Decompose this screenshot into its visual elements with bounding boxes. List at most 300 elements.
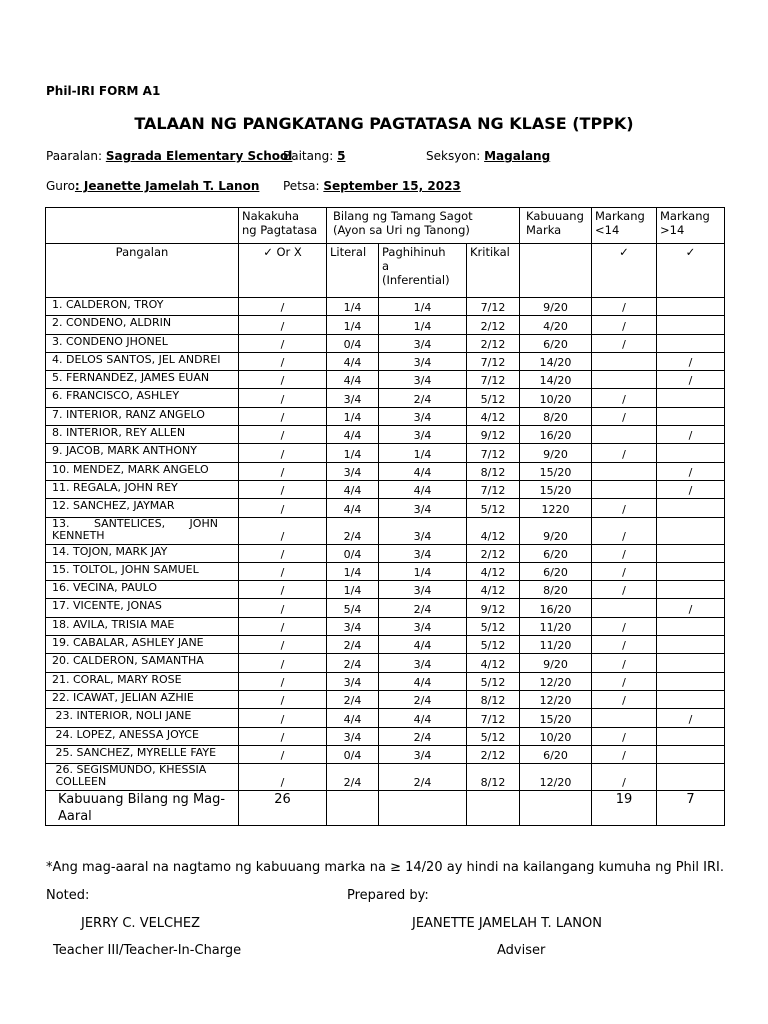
table-row	[46, 480, 725, 498]
cell-gt14	[657, 745, 725, 763]
cell-taken: /	[239, 562, 327, 580]
header-lt14-l1: Markang	[595, 209, 645, 223]
header-name: Pangalan	[46, 244, 239, 298]
cell-literal: 1/4	[327, 444, 379, 462]
cell-taken: /	[239, 298, 327, 316]
tppk-table	[45, 207, 725, 826]
header-gt14	[657, 208, 725, 244]
cell-inferential: 4/4	[379, 480, 467, 498]
cell-gt14	[657, 499, 725, 517]
cell-gt14: /	[657, 352, 725, 370]
cell-taken: /	[239, 407, 327, 425]
form-id: Phil-IRI FORM A1	[46, 84, 161, 98]
student-name: 6. FRANCISCO, ASHLEY	[46, 389, 239, 407]
cell-inferential: 4/4	[379, 462, 467, 480]
header-inferential-l1: Paghihinuh	[382, 245, 446, 259]
cell-inferential: 4/4	[379, 709, 467, 727]
cell-taken: /	[239, 654, 327, 672]
cell-total: 6/20	[520, 745, 592, 763]
cell-total: 12/20	[520, 690, 592, 708]
cell-inferential: 3/4	[379, 617, 467, 635]
cell-lt14: /	[592, 407, 657, 425]
cell-inferential: 3/4	[379, 352, 467, 370]
cell-taken: /	[239, 672, 327, 690]
student-name: 3. CONDENO JHONEL	[46, 334, 239, 352]
cell-total: 10/20	[520, 727, 592, 745]
cell-inferential: 3/4	[379, 334, 467, 352]
header-taken-l1: Nakakuha	[242, 209, 300, 223]
cell-gt14	[657, 389, 725, 407]
student-name: 14. TOJON, MARK JAY	[46, 544, 239, 562]
teacher-field	[46, 179, 259, 193]
header-gt14-mark: ✓	[657, 244, 725, 298]
cell-total: 11/20	[520, 636, 592, 654]
cell-gt14	[657, 562, 725, 580]
cell-lt14: /	[592, 544, 657, 562]
student-name	[46, 764, 239, 791]
header-critical: Kritikal	[467, 244, 520, 298]
cell-critical: 8/12	[467, 690, 520, 708]
cell-taken: /	[239, 581, 327, 599]
student-name: 11. REGALA, JOHN REY	[46, 480, 239, 498]
cell-critical: 4/12	[467, 562, 520, 580]
cell-total: 9/20	[520, 517, 592, 544]
date-label: Petsa:	[283, 179, 324, 193]
cell-total: 9/20	[520, 298, 592, 316]
cell-lt14: /	[592, 316, 657, 334]
cell-taken: /	[239, 352, 327, 370]
noted-name: JERRY C. VELCHEZ	[81, 916, 201, 931]
cell-literal: 4/4	[327, 426, 379, 444]
page-title: TALAAN NG PANGKATANG PAGTATASA NG KLASE (TPPK)	[134, 114, 634, 133]
cell-lt14: /	[592, 727, 657, 745]
totals-label-l1: Kabuuang Bilang ng Mag-	[58, 792, 226, 808]
school-value: Sagrada Elementary School	[105, 149, 293, 163]
cell-critical: 5/12	[467, 499, 520, 517]
cell-gt14	[657, 407, 725, 425]
cell-critical: 5/12	[467, 389, 520, 407]
cell-taken: /	[239, 599, 327, 617]
cell-gt14: /	[657, 709, 725, 727]
cell-critical: 7/12	[467, 371, 520, 389]
cell-taken: /	[239, 709, 327, 727]
totals-row	[46, 791, 725, 826]
cell-inferential: 2/4	[379, 599, 467, 617]
header-lt14	[592, 208, 657, 244]
header-total	[520, 208, 592, 244]
student-name: 8. INTERIOR, REY ALLEN	[46, 426, 239, 444]
header-taken-l2: ng Pagtatasa	[242, 223, 318, 237]
header-blank	[46, 208, 239, 244]
cell-gt14	[657, 444, 725, 462]
cell-taken: /	[239, 316, 327, 334]
header-inferential-l2: a	[382, 259, 390, 273]
date-value: September 15, 2023	[323, 179, 461, 193]
student-name-line: COLLEEN	[52, 775, 107, 789]
cell-gt14	[657, 298, 725, 316]
totals-label-l2: Aaral	[58, 809, 92, 825]
table-row	[46, 334, 725, 352]
table-row	[46, 672, 725, 690]
cell-gt14	[657, 690, 725, 708]
student-name: 23. INTERIOR, NOLI JANE	[46, 709, 239, 727]
cell-lt14	[592, 480, 657, 498]
header-lt14-l2: <14	[595, 223, 620, 237]
cell-literal: 1/4	[327, 562, 379, 580]
cell-gt14	[657, 636, 725, 654]
cell-inferential: 3/4	[379, 371, 467, 389]
table-row	[46, 462, 725, 480]
cell-critical: 8/12	[467, 764, 520, 791]
header-row-1	[46, 208, 725, 244]
student-name-line: 13. SANTELICES, JOHN	[52, 517, 218, 530]
cell-lt14: /	[592, 389, 657, 407]
student-name: 2. CONDENO, ALDRIN	[46, 316, 239, 334]
cell-literal: 2/4	[327, 636, 379, 654]
totals-lt14: 19	[592, 791, 657, 826]
cell-literal: 3/4	[327, 672, 379, 690]
table-row	[46, 581, 725, 599]
cell-literal: 4/4	[327, 480, 379, 498]
grade-field	[283, 149, 345, 163]
table-row	[46, 727, 725, 745]
totals-blank	[467, 791, 520, 826]
table-row	[46, 517, 725, 544]
cell-taken: /	[239, 426, 327, 444]
cell-taken: /	[239, 371, 327, 389]
cell-total: 15/20	[520, 709, 592, 727]
cell-critical: 5/12	[467, 617, 520, 635]
section-label: Seksyon:	[426, 149, 485, 163]
cell-total: 6/20	[520, 334, 592, 352]
cell-gt14: /	[657, 426, 725, 444]
cell-gt14	[657, 654, 725, 672]
table-row	[46, 499, 725, 517]
cell-total: 6/20	[520, 562, 592, 580]
cell-lt14: /	[592, 745, 657, 763]
cell-critical: 2/12	[467, 334, 520, 352]
student-name: 9. JACOB, MARK ANTHONY	[46, 444, 239, 462]
cell-lt14: /	[592, 654, 657, 672]
cell-gt14	[657, 334, 725, 352]
cell-taken: /	[239, 636, 327, 654]
cell-inferential: 2/4	[379, 727, 467, 745]
table-row	[46, 316, 725, 334]
cell-literal: 1/4	[327, 407, 379, 425]
cell-literal: 2/4	[327, 690, 379, 708]
cell-literal: 1/4	[327, 298, 379, 316]
cell-literal: 4/4	[327, 709, 379, 727]
header-correct-l2: (Ayon sa Uri ng Tanong)	[333, 223, 470, 237]
cell-literal: 1/4	[327, 316, 379, 334]
cell-gt14	[657, 727, 725, 745]
cell-inferential: 4/4	[379, 672, 467, 690]
prepared-label: Prepared by:	[347, 888, 429, 903]
cell-total: 10/20	[520, 389, 592, 407]
header-taken	[239, 208, 327, 244]
cell-taken: /	[239, 544, 327, 562]
grade-label: Baitang:	[283, 149, 338, 163]
cell-critical: 7/12	[467, 298, 520, 316]
cell-literal: 0/4	[327, 334, 379, 352]
student-name: 16. VECINA, PAULO	[46, 581, 239, 599]
cell-total: 14/20	[520, 371, 592, 389]
header-inferential	[379, 244, 467, 298]
grade-value: 5	[337, 149, 346, 163]
cell-critical: 7/12	[467, 709, 520, 727]
cell-total: 16/20	[520, 426, 592, 444]
cell-literal: 4/4	[327, 499, 379, 517]
student-name: 10. MENDEZ, MARK ANGELO	[46, 462, 239, 480]
table-row	[46, 352, 725, 370]
student-name: 22. ICAWAT, JELIAN AZHIE	[46, 690, 239, 708]
cell-critical: 2/12	[467, 745, 520, 763]
header-inferential-l3: (Inferential)	[382, 273, 450, 287]
student-name: 19. CABALAR, ASHLEY JANE	[46, 636, 239, 654]
cell-total: 15/20	[520, 480, 592, 498]
cell-taken: /	[239, 690, 327, 708]
cell-inferential: 4/4	[379, 636, 467, 654]
cell-total: 14/20	[520, 352, 592, 370]
student-name: 24. LOPEZ, ANESSA JOYCE	[46, 727, 239, 745]
totals-taken: 26	[239, 791, 327, 826]
noted-title: Teacher III/Teacher-In-Charge	[53, 943, 242, 958]
cell-critical: 7/12	[467, 352, 520, 370]
cell-literal: 4/4	[327, 371, 379, 389]
cell-lt14: /	[592, 562, 657, 580]
footnote: *Ang mag-aaral na nagtamo ng kabuuang marka na ≥ 14/20 ay hindi na kailangang kumuha ng Phil IRI.	[46, 860, 724, 875]
student-name: 12. SANCHEZ, JAYMAR	[46, 499, 239, 517]
cell-literal: 2/4	[327, 517, 379, 544]
table-row	[46, 389, 725, 407]
cell-taken: /	[239, 480, 327, 498]
cell-critical: 4/12	[467, 581, 520, 599]
cell-total: 1220	[520, 499, 592, 517]
cell-total: 12/20	[520, 672, 592, 690]
cell-total: 9/20	[520, 654, 592, 672]
cell-taken: /	[239, 462, 327, 480]
cell-inferential: 3/4	[379, 407, 467, 425]
totals-gt14: 7	[657, 791, 725, 826]
cell-total: 11/20	[520, 617, 592, 635]
header-gt14-l2: >14	[660, 223, 685, 237]
student-name: 17. VICENTE, JONAS	[46, 599, 239, 617]
cell-lt14: /	[592, 444, 657, 462]
cell-critical: 5/12	[467, 727, 520, 745]
student-name: 4. DELOS SANTOS, JEL ANDREI	[46, 352, 239, 370]
cell-gt14: /	[657, 599, 725, 617]
cell-literal: 0/4	[327, 745, 379, 763]
cell-literal: 3/4	[327, 617, 379, 635]
cell-inferential: 3/4	[379, 745, 467, 763]
table-row	[46, 599, 725, 617]
table-row	[46, 298, 725, 316]
cell-taken: /	[239, 444, 327, 462]
cell-critical: 5/12	[467, 636, 520, 654]
header-taken-mark: ✓ Or X	[239, 244, 327, 298]
cell-literal: 4/4	[327, 352, 379, 370]
cell-critical: 4/12	[467, 517, 520, 544]
header-gt14-l1: Markang	[660, 209, 710, 223]
cell-literal: 3/4	[327, 462, 379, 480]
cell-literal: 3/4	[327, 389, 379, 407]
cell-lt14: /	[592, 617, 657, 635]
totals-blank	[327, 791, 379, 826]
teacher-label: Guro	[46, 179, 75, 193]
cell-gt14	[657, 581, 725, 599]
cell-inferential: 3/4	[379, 544, 467, 562]
prepared-name: JEANETTE JAMELAH T. LANON	[412, 916, 602, 931]
table-row	[46, 544, 725, 562]
section-value: Magalang	[484, 149, 551, 163]
cell-critical: 9/12	[467, 426, 520, 444]
cell-inferential: 1/4	[379, 444, 467, 462]
header-correct	[327, 208, 520, 244]
cell-inferential: 3/4	[379, 426, 467, 444]
cell-gt14	[657, 544, 725, 562]
header-row-2	[46, 244, 725, 298]
student-name: 25. SANCHEZ, MYRELLE FAYE	[46, 745, 239, 763]
cell-gt14	[657, 672, 725, 690]
student-name: 15. TOLTOL, JOHN SAMUEL	[46, 562, 239, 580]
section-field	[426, 149, 550, 163]
cell-lt14: /	[592, 334, 657, 352]
table-row	[46, 636, 725, 654]
cell-taken: /	[239, 517, 327, 544]
cell-gt14	[657, 764, 725, 791]
cell-total: 8/20	[520, 581, 592, 599]
cell-gt14: /	[657, 480, 725, 498]
student-name-line: 26. SEGISMUNDO, KHESSIA	[52, 763, 207, 777]
cell-lt14: /	[592, 636, 657, 654]
cell-lt14: /	[592, 517, 657, 544]
cell-lt14: /	[592, 298, 657, 316]
cell-taken: /	[239, 617, 327, 635]
prepared-title: Adviser	[497, 943, 546, 958]
student-name: 1. CALDERON, TROY	[46, 298, 239, 316]
cell-total: 9/20	[520, 444, 592, 462]
cell-literal: 1/4	[327, 581, 379, 599]
cell-taken: /	[239, 389, 327, 407]
table-row	[46, 654, 725, 672]
cell-literal: 5/4	[327, 599, 379, 617]
cell-total: 12/20	[520, 764, 592, 791]
student-name: 20. CALDERON, SAMANTHA	[46, 654, 239, 672]
cell-gt14	[657, 617, 725, 635]
student-name: 21. CORAL, MARY ROSE	[46, 672, 239, 690]
table-row	[46, 709, 725, 727]
cell-gt14	[657, 517, 725, 544]
header-literal: Literal	[327, 244, 379, 298]
cell-taken: /	[239, 764, 327, 791]
teacher-value: : Jeanette Jamelah T. Lanon	[74, 179, 260, 193]
cell-critical: 2/12	[467, 316, 520, 334]
table-row	[46, 426, 725, 444]
header-lt14-mark: ✓	[592, 244, 657, 298]
cell-inferential: 3/4	[379, 517, 467, 544]
cell-lt14: /	[592, 499, 657, 517]
cell-critical: 7/12	[467, 480, 520, 498]
table-row	[46, 745, 725, 763]
cell-inferential: 2/4	[379, 764, 467, 791]
cell-total: 8/20	[520, 407, 592, 425]
cell-total: 6/20	[520, 544, 592, 562]
cell-taken: /	[239, 745, 327, 763]
table-row	[46, 371, 725, 389]
student-name: 7. INTERIOR, RANZ ANGELO	[46, 407, 239, 425]
cell-inferential: 1/4	[379, 298, 467, 316]
table-row	[46, 407, 725, 425]
cell-critical: 5/12	[467, 672, 520, 690]
student-name: 5. FERNANDEZ, JAMES EUAN	[46, 371, 239, 389]
cell-critical: 7/12	[467, 444, 520, 462]
table-row	[46, 690, 725, 708]
cell-literal: 0/4	[327, 544, 379, 562]
cell-critical: 2/12	[467, 544, 520, 562]
cell-lt14: /	[592, 690, 657, 708]
student-name-line: KENNETH	[52, 528, 105, 542]
cell-inferential: 3/4	[379, 581, 467, 599]
header-total-l2: Marka	[526, 223, 562, 237]
cell-taken: /	[239, 727, 327, 745]
cell-lt14	[592, 599, 657, 617]
cell-lt14: /	[592, 672, 657, 690]
cell-lt14	[592, 352, 657, 370]
cell-gt14: /	[657, 462, 725, 480]
cell-lt14	[592, 426, 657, 444]
header-total-l1: Kabuuang	[526, 209, 584, 223]
table-row	[46, 617, 725, 635]
school-field	[46, 149, 292, 163]
totals-label	[46, 791, 239, 826]
cell-critical: 8/12	[467, 462, 520, 480]
cell-critical: 9/12	[467, 599, 520, 617]
student-name: 18. AVILA, TRISIA MAE	[46, 617, 239, 635]
cell-taken: /	[239, 334, 327, 352]
cell-inferential: 1/4	[379, 562, 467, 580]
cell-literal: 2/4	[327, 764, 379, 791]
table-row	[46, 764, 725, 791]
totals-blank	[379, 791, 467, 826]
cell-inferential: 2/4	[379, 389, 467, 407]
cell-lt14	[592, 371, 657, 389]
cell-lt14: /	[592, 764, 657, 791]
cell-critical: 4/12	[467, 407, 520, 425]
cell-gt14: /	[657, 371, 725, 389]
date-field	[283, 179, 461, 193]
cell-inferential: 3/4	[379, 654, 467, 672]
cell-critical: 4/12	[467, 654, 520, 672]
table-row	[46, 444, 725, 462]
student-name	[46, 517, 239, 544]
cell-literal: 3/4	[327, 727, 379, 745]
noted-label: Noted:	[46, 888, 90, 903]
table-row	[46, 562, 725, 580]
cell-taken: /	[239, 499, 327, 517]
cell-lt14	[592, 462, 657, 480]
school-label: Paaralan:	[46, 149, 106, 163]
cell-gt14	[657, 316, 725, 334]
cell-total: 16/20	[520, 599, 592, 617]
cell-inferential: 1/4	[379, 316, 467, 334]
cell-lt14	[592, 709, 657, 727]
cell-inferential: 3/4	[379, 499, 467, 517]
cell-total: 4/20	[520, 316, 592, 334]
cell-literal: 2/4	[327, 654, 379, 672]
header-total-blank	[520, 244, 592, 298]
totals-blank	[520, 791, 592, 826]
cell-lt14: /	[592, 581, 657, 599]
